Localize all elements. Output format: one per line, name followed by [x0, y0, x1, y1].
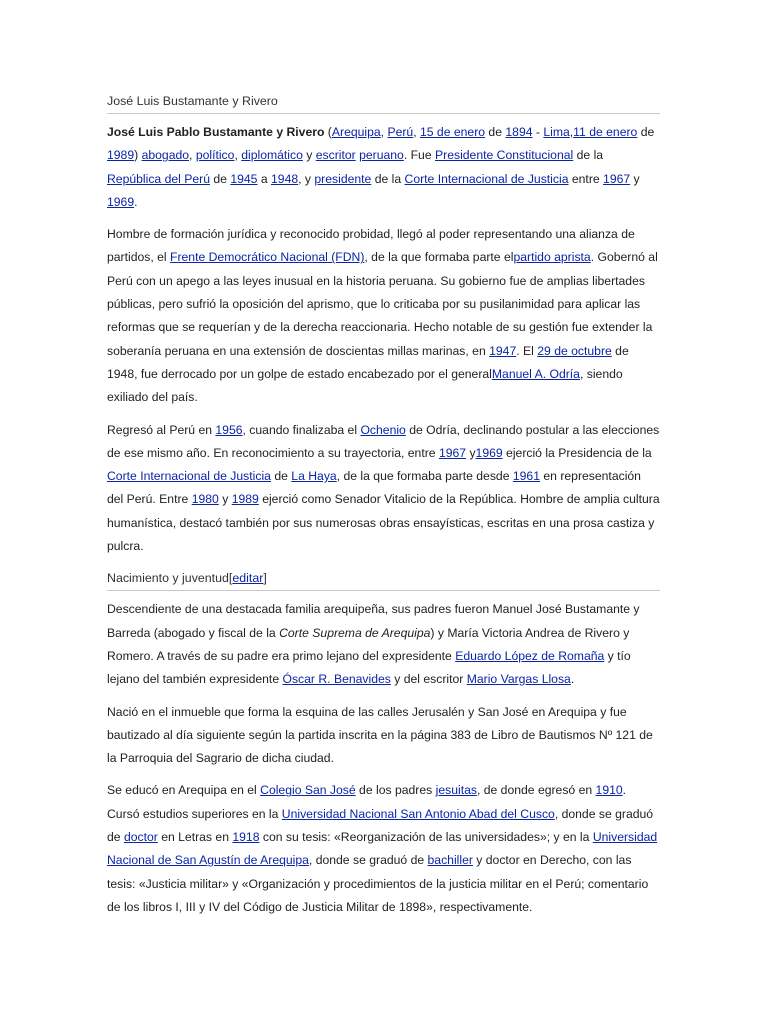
wiki-link[interactable]: Mario Vargas Llosa: [466, 672, 571, 687]
wiki-link[interactable]: Presidente Constitucional: [435, 148, 574, 163]
text-run: y: [466, 445, 476, 460]
text-run: y: [302, 148, 316, 163]
wiki-link[interactable]: Eduardo López de Romaña: [455, 648, 605, 663]
birthplace-paragraph: [107, 701, 660, 771]
wiki-link[interactable]: político: [195, 148, 235, 163]
text-run: en representación del Perú. Entre: [107, 469, 641, 507]
wiki-link[interactable]: 1969: [475, 445, 503, 460]
text-run: Regresó al Perú en: [107, 422, 216, 437]
wiki-link[interactable]: presidente: [314, 171, 372, 186]
education-paragraph: [107, 779, 660, 919]
wiki-link[interactable]: 1961: [512, 469, 540, 484]
wiki-link[interactable]: 1989: [107, 148, 135, 163]
wiki-link[interactable]: jesuitas: [435, 783, 477, 798]
wiki-link[interactable]: Arequipa: [331, 125, 381, 139]
text-run: a: [257, 171, 272, 186]
text-run: (: [324, 125, 332, 139]
text-run: , cuando finalizaba el: [242, 422, 361, 437]
text-run: ) y María Victoria Andrea de Rivero y Romero. A través de su padre era primo lejano del expresidente: [107, 625, 630, 663]
text-run: de la: [371, 171, 405, 186]
intro-paragraph: [107, 121, 660, 214]
wiki-link[interactable]: 1967: [438, 445, 467, 460]
text-run: de: [209, 171, 231, 186]
wiki-link[interactable]: Frente Democrático Nacional (FDN): [170, 250, 365, 265]
text-run: ,: [189, 148, 196, 163]
wiki-link[interactable]: Óscar R. Benavides: [282, 672, 391, 687]
text-run: Se educó en Arequipa en el: [107, 783, 261, 798]
wiki-link[interactable]: 1989: [231, 492, 259, 507]
wiki-link[interactable]: 1948: [271, 171, 299, 186]
section-heading-title: José Luis Bustamante y Rivero: [107, 90, 660, 114]
text-run: Descendiente de una destacada familia arequipeña, sus padres fueron Manuel José Bustamante y Barreda (abogado y fiscal de la: [107, 602, 640, 640]
text-run: ,: [569, 125, 574, 139]
wiki-link[interactable]: Manuel A. Odría: [491, 366, 580, 381]
wiki-link[interactable]: 1967: [603, 171, 631, 186]
family-paragraph: [107, 598, 660, 691]
text-run: .: [134, 194, 138, 209]
text-run: y tío lejano del también expresidente: [107, 648, 631, 687]
later-career-paragraph: [107, 419, 660, 559]
text-run: de Odría, declinando postular a las elecciones de ese mismo año. En reconocimiento a su trayectoria, entre: [107, 422, 660, 460]
wiki-link[interactable]: Corte Internacional de Justicia: [404, 171, 569, 186]
text-run: de 1948, fue derrocado por un golpe de estado encabezado por el general: [107, 343, 629, 381]
text-run: , de la que formaba parte el: [364, 250, 514, 265]
wiki-link[interactable]: abogado: [141, 148, 190, 163]
wiki-link[interactable]: 1947: [489, 343, 517, 358]
text-run: y: [630, 171, 640, 186]
text-run: , donde se graduó de: [308, 853, 428, 868]
text-run: Nació en el inmueble que forma la esquina de las calles Jerusalén y San José en Arequipa y fue bautizado al día siguiente según la partida inscrita en la página 383 de Libro de Bautismos Nº 121 de la Parroquia del Sagrario de dicha ciudad.: [107, 704, 653, 766]
wiki-link[interactable]: 1894: [505, 125, 533, 139]
text-run: de los padres: [355, 783, 436, 798]
wiki-link[interactable]: Ochenio: [360, 422, 406, 437]
wiki-link[interactable]: Universidad Nacional de San Agustín de Arequipa: [107, 830, 658, 868]
text-run: ,: [380, 125, 388, 139]
text-run: entre: [568, 171, 604, 186]
text-run: ,: [234, 148, 242, 163]
text-run: y del escritor: [390, 672, 467, 687]
wiki-link[interactable]: escritor: [315, 148, 356, 163]
text-run: . Fue: [403, 148, 436, 163]
text-run: de la: [573, 148, 604, 163]
text-run: . El: [516, 343, 538, 358]
text-run: , siendo exiliado del país.: [107, 366, 623, 405]
wiki-link[interactable]: peruano: [359, 148, 404, 163]
section-heading-text: Nacimiento y juventud: [107, 571, 229, 586]
bold-text: José Luis Pablo Bustamante y Rivero: [107, 125, 325, 139]
wiki-link[interactable]: 1969: [107, 194, 135, 209]
text-run: de: [485, 125, 506, 139]
text-run: ejerció como Senador Vitalicio de la República. Hombre de amplia cultura humanística, destacó también por sus numerosas obras ensayísticas, escritas en una prosa castiza y pulcra.: [107, 492, 660, 554]
wiki-link[interactable]: 29 de octubre: [537, 343, 612, 358]
edit-bracket-open: [: [228, 571, 233, 586]
wiki-link[interactable]: Corte Internacional de Justicia: [107, 469, 271, 484]
wiki-link[interactable]: doctor: [123, 830, 158, 845]
wiki-link[interactable]: Lima: [543, 125, 570, 139]
text-run: , de la que formaba parte desde: [336, 469, 513, 484]
text-run: , de donde egresó en: [476, 783, 596, 798]
text-run: , donde se graduó de: [107, 806, 654, 845]
text-run: ): [134, 148, 142, 163]
text-run: Hombre de formación jurídica y reconocido probidad, llegó al poder representando una alianza de partidos, el: [107, 227, 635, 265]
wiki-link[interactable]: 1945: [230, 171, 258, 186]
text-run: -: [532, 125, 544, 139]
wiki-link[interactable]: diplomático: [241, 148, 303, 163]
italic-text: Corte Suprema de Arequipa: [279, 625, 431, 640]
wiki-link[interactable]: 1918: [232, 830, 260, 845]
edit-link[interactable]: editar: [232, 571, 264, 586]
wiki-link[interactable]: Universidad Nacional San Antonio Abad del Cusco: [281, 806, 555, 821]
text-run: , y: [298, 171, 315, 186]
wiki-link[interactable]: República del Perú: [107, 171, 210, 186]
presidency-paragraph: [107, 223, 660, 409]
wiki-link[interactable]: 1910: [595, 783, 623, 798]
wiki-link[interactable]: 15 de enero: [419, 125, 486, 139]
edit-bracket-close: ]: [263, 571, 267, 586]
text-run: de: [270, 469, 292, 484]
text-run: en Letras en: [157, 830, 233, 845]
wiki-link[interactable]: 1980: [191, 492, 219, 507]
wiki-link[interactable]: partido aprista: [513, 250, 591, 265]
text-run: con su tesis: «Reorganización de las universidades»; y en la: [259, 830, 593, 845]
wiki-link[interactable]: bachiller: [427, 853, 473, 868]
text-run: . Gobernó al Perú con un apego a las leyes inusual en la historia peruana. Su gobierno fue de amplias libertades públicas, pero sufrió la oposición del aprismo, que lo criticaba por su pusilanimidad para aplicar las reformas que se requerían y de la derecha reaccionaria. Hecho notable de su gestión fue extender la soberanía peruana en una extensión de doscientas millas marinas, en: [107, 250, 658, 358]
text-run: y doctor en Derecho, con las tesis: «Justicia militar» y «Organización y procedimientos de la justicia militar en el Perú; comentario de los libros I, III y IV del Código de Justicia Militar de 1898», respectivamente.: [107, 853, 649, 914]
text-run: ,: [413, 125, 420, 139]
section-heading-birth: [107, 567, 660, 591]
text-run: de: [637, 125, 655, 139]
text-run: . Cursó estudios superiores en la: [107, 783, 627, 821]
wiki-link[interactable]: La Haya: [291, 469, 337, 484]
document-page: [107, 88, 660, 928]
wiki-link[interactable]: Colegio San José: [260, 783, 356, 798]
text-run: .: [570, 672, 575, 687]
wiki-link[interactable]: 11 de enero: [573, 125, 638, 139]
wiki-link[interactable]: 1956: [215, 422, 243, 437]
wiki-link[interactable]: Perú: [387, 125, 414, 139]
text-run: y: [218, 492, 232, 507]
text-run: ejerció la Presidencia de la: [502, 445, 652, 460]
